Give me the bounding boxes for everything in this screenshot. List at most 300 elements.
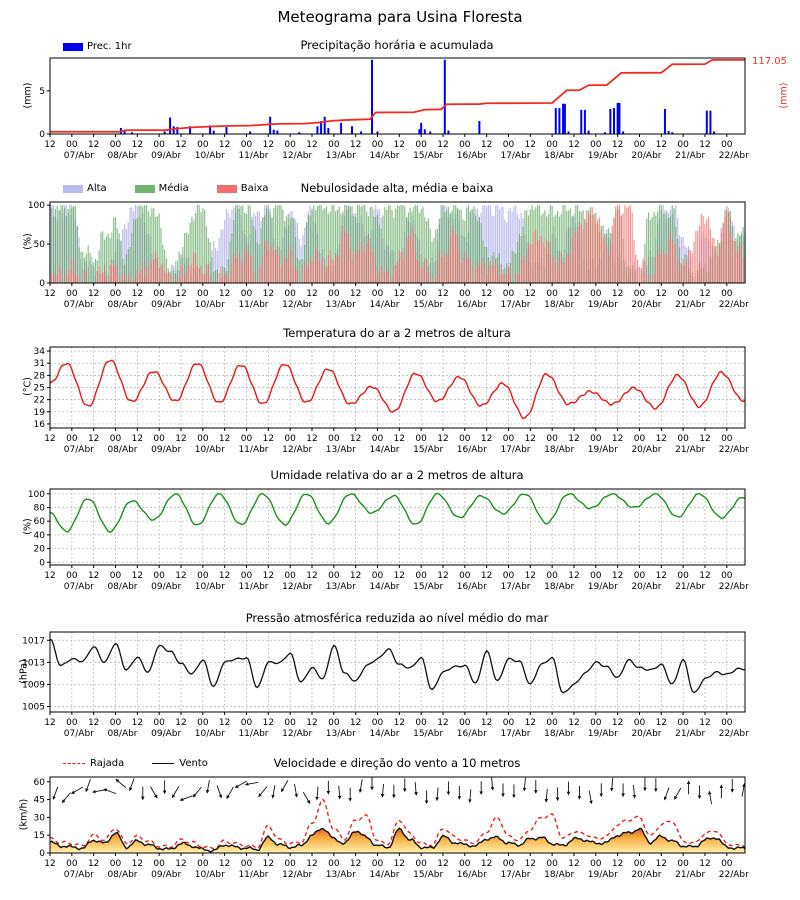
svg-text:12: 12 (568, 434, 580, 444)
svg-text:12: 12 (306, 289, 318, 299)
svg-text:20/Abr: 20/Abr (631, 729, 662, 739)
svg-text:12: 12 (262, 859, 275, 869)
svg-text:00: 00 (459, 859, 471, 869)
svg-text:12: 12 (480, 859, 493, 869)
svg-text:10/Abr: 10/Abr (194, 151, 225, 161)
svg-text:08/Abr: 08/Abr (107, 582, 138, 592)
svg-text:21/Abr: 21/Abr (675, 729, 706, 739)
svg-text:22/Abr: 22/Abr (718, 870, 749, 880)
precip-bars (120, 60, 715, 134)
svg-text:00: 00 (502, 571, 515, 581)
svg-text:00: 00 (459, 571, 471, 581)
svg-text:12: 12 (611, 859, 624, 869)
svg-text:15/Abr: 15/Abr (413, 582, 444, 592)
cloud-legend (63, 183, 291, 194)
svg-text:12: 12 (393, 718, 406, 728)
svg-text:12: 12 (131, 289, 144, 299)
svg-text:12: 12 (480, 289, 493, 299)
svg-text:12: 12 (480, 140, 493, 150)
svg-text:00: 00 (459, 434, 471, 444)
svg-text:00: 00 (240, 434, 253, 444)
svg-text:19/Abr: 19/Abr (587, 300, 618, 310)
svg-text:00: 00 (590, 718, 602, 728)
svg-text:00: 00 (197, 140, 209, 150)
svg-text:00: 00 (415, 571, 427, 581)
svg-text:00: 00 (371, 571, 384, 581)
svg-text:00: 00 (284, 571, 296, 581)
page-title: Meteograma para Usina Floresta (277, 8, 523, 26)
svg-text:00: 00 (371, 140, 384, 150)
svg-text:13/Abr: 13/Abr (325, 870, 356, 880)
svg-text:12: 12 (611, 289, 624, 299)
svg-text:09/Abr: 09/Abr (151, 729, 182, 739)
cumulative-max-label: 117.05 (752, 56, 787, 67)
temp-ylabel: (°C) (22, 377, 34, 396)
svg-text:12/Abr: 12/Abr (282, 582, 313, 592)
svg-text:15/Abr: 15/Abr (413, 870, 444, 880)
svg-text:12: 12 (306, 140, 318, 150)
svg-text:20/Abr: 20/Abr (631, 582, 662, 592)
svg-text:18/Abr: 18/Abr (544, 445, 575, 455)
svg-text:12: 12 (568, 140, 580, 150)
wind-legend-swatch (152, 763, 174, 764)
svg-text:12: 12 (611, 140, 624, 150)
svg-text:00: 00 (721, 289, 733, 299)
svg-text:12: 12 (306, 571, 318, 581)
svg-text:13/Abr: 13/Abr (325, 151, 356, 161)
svg-text:00: 00 (328, 718, 340, 728)
svg-text:12: 12 (306, 434, 318, 444)
svg-text:17/Abr: 17/Abr (500, 870, 531, 880)
svg-text:12: 12 (175, 289, 187, 299)
svg-text:20/Abr: 20/Abr (631, 300, 662, 310)
svg-text:08/Abr: 08/Abr (107, 445, 138, 455)
svg-text:20: 20 (33, 544, 45, 555)
svg-text:0: 0 (39, 279, 45, 289)
svg-text:10/Abr: 10/Abr (194, 300, 225, 310)
svg-text:00: 00 (109, 289, 122, 299)
svg-text:07/Abr: 07/Abr (63, 870, 94, 880)
svg-text:14/Abr: 14/Abr (369, 300, 400, 310)
svg-text:17/Abr: 17/Abr (500, 445, 531, 455)
svg-text:12: 12 (87, 289, 100, 299)
svg-text:12: 12 (131, 140, 144, 150)
svg-text:12/Abr: 12/Abr (282, 870, 313, 880)
svg-text:00: 00 (502, 140, 515, 150)
svg-text:12: 12 (655, 289, 668, 299)
svg-text:12: 12 (393, 571, 406, 581)
svg-text:12: 12 (44, 571, 56, 581)
svg-text:12: 12 (393, 289, 406, 299)
svg-text:15/Abr: 15/Abr (413, 151, 444, 161)
svg-text:12: 12 (175, 140, 187, 150)
svg-text:00: 00 (109, 140, 122, 150)
svg-text:13/Abr: 13/Abr (325, 300, 356, 310)
svg-text:12: 12 (699, 289, 711, 299)
svg-text:22/Abr: 22/Abr (718, 151, 749, 161)
svg-text:12: 12 (44, 434, 56, 444)
svg-text:09/Abr: 09/Abr (151, 151, 182, 161)
svg-text:00: 00 (633, 859, 646, 869)
svg-text:00: 00 (459, 718, 471, 728)
svg-text:00: 00 (197, 718, 209, 728)
svg-text:22/Abr: 22/Abr (718, 729, 749, 739)
cumulative-ylabel-right: (mm) (778, 82, 790, 109)
svg-text:5: 5 (39, 86, 45, 97)
svg-text:12: 12 (611, 571, 624, 581)
wind-title: Velocidade e direção do vento a 10 metros (273, 756, 521, 770)
svg-text:00: 00 (633, 718, 646, 728)
svg-text:00: 00 (284, 859, 296, 869)
svg-text:00: 00 (371, 859, 384, 869)
svg-text:12: 12 (349, 289, 362, 299)
svg-text:12: 12 (568, 859, 580, 869)
cloud-ylabel: (%) (22, 233, 34, 250)
pressure-ylabel: (hPa) (18, 659, 30, 684)
svg-text:16/Abr: 16/Abr (456, 300, 487, 310)
svg-text:07/Abr: 07/Abr (63, 300, 94, 310)
svg-text:11/Abr: 11/Abr (238, 300, 269, 310)
svg-text:11/Abr: 11/Abr (238, 582, 269, 592)
svg-text:20/Abr: 20/Abr (631, 445, 662, 455)
svg-text:11/Abr: 11/Abr (238, 729, 269, 739)
svg-text:00: 00 (502, 289, 515, 299)
svg-text:00: 00 (677, 434, 689, 444)
svg-text:00: 00 (66, 140, 78, 150)
svg-text:00: 00 (371, 718, 384, 728)
svg-text:12: 12 (262, 718, 275, 728)
svg-text:15/Abr: 15/Abr (413, 445, 444, 455)
svg-text:00: 00 (590, 434, 602, 444)
humidity-ylabel: (%) (22, 518, 34, 535)
svg-text:21/Abr: 21/Abr (675, 870, 706, 880)
svg-text:31: 31 (33, 359, 45, 370)
precip-title: Precipitação horária e acumulada (300, 38, 494, 52)
svg-text:00: 00 (240, 571, 253, 581)
svg-text:14/Abr: 14/Abr (369, 582, 400, 592)
svg-text:12: 12 (699, 859, 711, 869)
svg-text:09/Abr: 09/Abr (151, 300, 182, 310)
svg-text:14/Abr: 14/Abr (369, 151, 400, 161)
svg-text:12: 12 (131, 718, 144, 728)
precip-ylabel: (mm) (22, 82, 34, 109)
svg-text:12: 12 (699, 434, 711, 444)
svg-text:00: 00 (633, 434, 646, 444)
svg-text:00: 00 (502, 434, 515, 444)
svg-text:00: 00 (590, 859, 602, 869)
alta-legend-label: Alta (87, 183, 107, 194)
baixa-legend-label: Baixa (240, 183, 269, 194)
svg-text:00: 00 (66, 434, 78, 444)
svg-text:28: 28 (33, 371, 45, 382)
svg-text:00: 00 (153, 289, 165, 299)
svg-text:34: 34 (33, 347, 45, 358)
svg-text:12/Abr: 12/Abr (282, 151, 313, 161)
svg-text:00: 00 (721, 859, 733, 869)
svg-text:00: 00 (677, 571, 689, 581)
svg-text:09/Abr: 09/Abr (151, 582, 182, 592)
svg-text:12: 12 (44, 859, 56, 869)
svg-text:00: 00 (197, 289, 209, 299)
temp-title: Temperatura do ar a 2 metros de altura (283, 326, 511, 340)
svg-text:12: 12 (480, 571, 493, 581)
svg-text:00: 00 (502, 718, 515, 728)
svg-text:12: 12 (524, 434, 537, 444)
svg-text:1005: 1005 (22, 702, 45, 713)
svg-text:00: 00 (415, 289, 427, 299)
svg-text:00: 00 (109, 434, 122, 444)
svg-text:12: 12 (524, 859, 537, 869)
svg-text:0: 0 (39, 849, 45, 859)
svg-text:100: 100 (27, 489, 45, 500)
svg-text:00: 00 (459, 289, 471, 299)
svg-text:12: 12 (611, 718, 624, 728)
svg-text:12: 12 (349, 140, 362, 150)
svg-text:11/Abr: 11/Abr (238, 445, 269, 455)
svg-text:16/Abr: 16/Abr (456, 870, 487, 880)
svg-text:00: 00 (721, 571, 733, 581)
svg-text:12: 12 (218, 434, 231, 444)
svg-text:00: 00 (546, 289, 558, 299)
svg-text:13/Abr: 13/Abr (325, 582, 356, 592)
svg-text:100: 100 (27, 201, 45, 212)
svg-text:00: 00 (109, 571, 122, 581)
gust-legend-label: Rajada (90, 758, 125, 769)
svg-text:17/Abr: 17/Abr (500, 582, 531, 592)
svg-text:12: 12 (437, 140, 449, 150)
svg-text:00: 00 (677, 289, 689, 299)
cloud-title: Nebulosidade alta, média e baixa (300, 181, 494, 195)
svg-text:12: 12 (437, 289, 449, 299)
svg-text:12: 12 (306, 718, 318, 728)
svg-text:00: 00 (66, 571, 78, 581)
svg-text:00: 00 (371, 434, 384, 444)
svg-text:22/Abr: 22/Abr (718, 445, 749, 455)
svg-text:12: 12 (349, 571, 362, 581)
svg-text:00: 00 (546, 571, 558, 581)
svg-text:21/Abr: 21/Abr (675, 300, 706, 310)
svg-text:1017: 1017 (22, 636, 45, 647)
svg-text:12: 12 (306, 859, 318, 869)
svg-text:20/Abr: 20/Abr (631, 870, 662, 880)
svg-text:12: 12 (44, 718, 56, 728)
svg-text:00: 00 (677, 718, 689, 728)
svg-text:12: 12 (480, 718, 493, 728)
svg-text:22: 22 (33, 395, 45, 406)
precip-panel (39, 58, 749, 161)
svg-text:18/Abr: 18/Abr (544, 300, 575, 310)
wind-ylabel: (km/h) (18, 798, 30, 831)
svg-text:12: 12 (480, 434, 493, 444)
svg-text:00: 00 (197, 571, 209, 581)
svg-text:07/Abr: 07/Abr (63, 151, 94, 161)
svg-text:18/Abr: 18/Abr (544, 151, 575, 161)
svg-text:15/Abr: 15/Abr (413, 300, 444, 310)
svg-text:00: 00 (66, 289, 78, 299)
svg-text:12: 12 (131, 434, 144, 444)
svg-text:16/Abr: 16/Abr (456, 729, 487, 739)
svg-text:00: 00 (153, 434, 165, 444)
svg-text:1009: 1009 (22, 680, 45, 691)
svg-text:60: 60 (33, 777, 45, 788)
pressure-panel (22, 632, 749, 739)
svg-text:12: 12 (437, 571, 449, 581)
svg-text:12: 12 (218, 289, 231, 299)
svg-text:12: 12 (262, 434, 275, 444)
svg-text:00: 00 (546, 140, 558, 150)
svg-text:12: 12 (218, 140, 231, 150)
svg-text:12: 12 (437, 859, 449, 869)
svg-text:00: 00 (328, 859, 340, 869)
svg-text:12: 12 (524, 289, 537, 299)
svg-text:00: 00 (721, 718, 733, 728)
cumulative-line (50, 60, 745, 132)
svg-text:00: 00 (328, 140, 340, 150)
pressure-title: Pressão atmosférica reduzida ao nível médio do mar (245, 611, 549, 625)
svg-text:00: 00 (66, 859, 78, 869)
temperature-line (50, 360, 745, 418)
svg-text:25: 25 (33, 383, 45, 394)
svg-text:12: 12 (393, 434, 406, 444)
svg-text:12: 12 (437, 434, 449, 444)
svg-text:19: 19 (33, 407, 45, 418)
svg-text:1013: 1013 (22, 658, 45, 669)
svg-text:00: 00 (153, 571, 165, 581)
svg-text:12: 12 (568, 718, 580, 728)
svg-text:10/Abr: 10/Abr (194, 445, 225, 455)
svg-text:10/Abr: 10/Abr (194, 582, 225, 592)
wind-fill (50, 828, 745, 853)
svg-text:80: 80 (33, 503, 45, 514)
svg-text:12: 12 (218, 859, 231, 869)
cloud-panel (28, 201, 749, 310)
svg-text:00: 00 (721, 434, 733, 444)
svg-text:00: 00 (415, 859, 427, 869)
svg-text:10/Abr: 10/Abr (194, 729, 225, 739)
svg-text:12: 12 (655, 859, 668, 869)
svg-text:00: 00 (415, 718, 427, 728)
svg-text:12: 12 (655, 140, 668, 150)
svg-text:18/Abr: 18/Abr (544, 729, 575, 739)
svg-text:17/Abr: 17/Abr (500, 300, 531, 310)
svg-text:00: 00 (240, 859, 253, 869)
svg-text:15: 15 (33, 831, 45, 842)
svg-text:08/Abr: 08/Abr (107, 151, 138, 161)
svg-text:13/Abr: 13/Abr (325, 729, 356, 739)
svg-text:12: 12 (568, 289, 580, 299)
svg-text:10/Abr: 10/Abr (194, 870, 225, 880)
svg-text:18/Abr: 18/Abr (544, 582, 575, 592)
svg-text:19/Abr: 19/Abr (587, 151, 618, 161)
svg-text:00: 00 (415, 434, 427, 444)
temp-panel (34, 347, 750, 455)
svg-text:00: 00 (328, 434, 340, 444)
svg-text:12/Abr: 12/Abr (282, 300, 313, 310)
svg-text:12: 12 (218, 571, 231, 581)
svg-text:12: 12 (87, 571, 100, 581)
svg-text:0: 0 (39, 558, 45, 569)
svg-text:12: 12 (393, 859, 406, 869)
svg-text:13/Abr: 13/Abr (325, 445, 356, 455)
svg-text:12: 12 (655, 434, 668, 444)
svg-text:0: 0 (39, 130, 45, 140)
svg-text:12: 12 (699, 140, 711, 150)
svg-text:12: 12 (87, 859, 100, 869)
svg-text:14/Abr: 14/Abr (369, 445, 400, 455)
wind-direction-arrows (53, 777, 744, 805)
svg-text:12: 12 (349, 434, 362, 444)
svg-text:00: 00 (633, 140, 646, 150)
svg-text:00: 00 (546, 434, 558, 444)
svg-text:12: 12 (175, 718, 187, 728)
svg-text:45: 45 (33, 795, 45, 806)
svg-text:12: 12 (393, 140, 406, 150)
svg-text:00: 00 (240, 140, 253, 150)
wind-legend (63, 758, 230, 769)
svg-text:16: 16 (33, 419, 45, 430)
svg-text:00: 00 (371, 289, 384, 299)
svg-text:19/Abr: 19/Abr (587, 870, 618, 880)
humidity-line (50, 494, 745, 533)
svg-text:00: 00 (590, 571, 602, 581)
svg-text:19/Abr: 19/Abr (587, 729, 618, 739)
svg-text:07/Abr: 07/Abr (63, 729, 94, 739)
svg-text:22/Abr: 22/Abr (718, 582, 749, 592)
svg-text:16/Abr: 16/Abr (456, 445, 487, 455)
humidity-title: Umidade relativa do ar a 2 metros de altura (270, 468, 524, 482)
svg-text:12: 12 (699, 571, 711, 581)
svg-text:00: 00 (459, 140, 471, 150)
svg-text:00: 00 (677, 140, 689, 150)
svg-text:12: 12 (437, 718, 449, 728)
svg-text:21/Abr: 21/Abr (675, 445, 706, 455)
svg-text:00: 00 (66, 718, 78, 728)
svg-text:00: 00 (590, 289, 602, 299)
svg-text:00: 00 (197, 859, 209, 869)
svg-text:08/Abr: 08/Abr (107, 300, 138, 310)
svg-text:00: 00 (546, 859, 558, 869)
svg-text:00: 00 (546, 718, 558, 728)
svg-text:12: 12 (568, 571, 580, 581)
svg-text:12: 12 (131, 571, 144, 581)
svg-text:00: 00 (721, 140, 733, 150)
humidity-panel (28, 489, 749, 592)
svg-text:14/Abr: 14/Abr (369, 729, 400, 739)
svg-text:16/Abr: 16/Abr (456, 582, 487, 592)
svg-text:12/Abr: 12/Abr (282, 729, 313, 739)
svg-text:21/Abr: 21/Abr (675, 151, 706, 161)
precip-legend-swatch (63, 43, 83, 51)
svg-text:00: 00 (677, 859, 689, 869)
svg-text:12: 12 (262, 289, 275, 299)
svg-text:00: 00 (284, 718, 296, 728)
svg-text:19/Abr: 19/Abr (587, 582, 618, 592)
svg-text:12: 12 (175, 434, 187, 444)
svg-text:12: 12 (524, 140, 537, 150)
svg-text:08/Abr: 08/Abr (107, 729, 138, 739)
svg-text:12: 12 (349, 718, 362, 728)
svg-text:12: 12 (44, 289, 56, 299)
precip-legend (63, 41, 154, 52)
svg-text:21/Abr: 21/Abr (675, 582, 706, 592)
svg-text:12: 12 (524, 571, 537, 581)
gust-legend-swatch (63, 763, 85, 764)
svg-text:00: 00 (633, 289, 646, 299)
svg-text:14/Abr: 14/Abr (369, 870, 400, 880)
svg-text:12: 12 (87, 434, 100, 444)
svg-text:00: 00 (153, 718, 165, 728)
svg-text:09/Abr: 09/Abr (151, 445, 182, 455)
